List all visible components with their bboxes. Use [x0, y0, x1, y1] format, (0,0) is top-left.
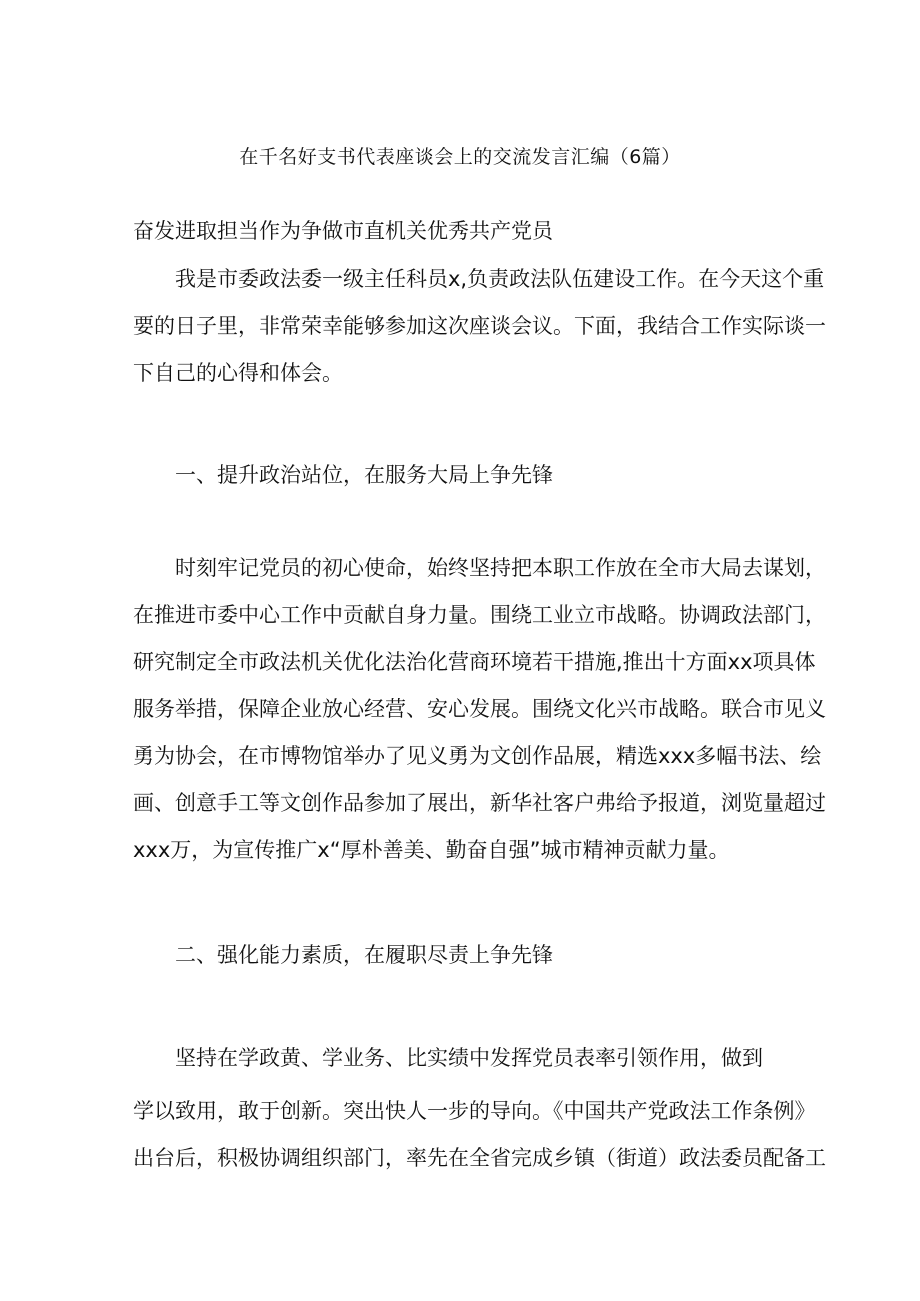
paragraph-line: 坚持在学政黄、学业务、比实绩中发挥党员表率引领作用，做到	[175, 1046, 763, 1070]
paragraph-line: 要的日子里，非常荣幸能够参加这次座谈会议。下面，我结合工作实际谈一	[133, 314, 826, 338]
paragraph-line: 下自己的心得和体会。	[133, 361, 343, 385]
paragraph-line: 勇为协会，在市博物馆举办了见义勇为文创作品展，精选xxx多幅书法、绘	[133, 744, 822, 768]
paragraph-line: 画、创意手工等文创作品参加了展出，新华社客户弗给予报道，浏览量超过	[133, 791, 826, 815]
intro-paragraph	[133, 256, 826, 397]
paragraph-line: 研究制定全市政法机关优化法治化营商环境若干措施,推出十方面xx项具体	[133, 650, 816, 674]
paragraph-line: xxx万，为宣传推广x“厚朴善美、勤奋自强”城市精神贡献力量。	[133, 838, 730, 862]
paragraph-line: 学以致用，敢于创新。突出快人一步的导向。《中国共产党政法工作条例》	[133, 1099, 816, 1123]
paragraph-line: 服务举措，保障企业放心经营、安心发展。围绕文化兴市战略。联合市见义	[133, 697, 826, 721]
paragraph-line: 时刻牢记党员的初心使命，始终坚持把本职工作放在全市大局去谋划，	[175, 556, 826, 580]
article-subtitle: 奋发进取担当作为争做市直机关优秀共产党员	[133, 219, 553, 243]
paragraph-line: 出台后，积极协调组织部门，率先在全省完成乡镇（街道）政法委员配备工	[133, 1146, 826, 1170]
section2-paragraph	[133, 1088, 826, 1182]
section-heading-2: 二、强化能力素质，在履职尽责上争先锋	[175, 943, 553, 967]
section-heading-1: 一、提升政治站位，在服务大局上争先锋	[175, 463, 553, 487]
document-title: 在千名好支书代表座谈会上的交流发言汇编（6篇）	[239, 146, 681, 168]
section1-paragraph	[133, 545, 826, 874]
paragraph-line: 我是市委政法委一级主任科员x,负责政法队伍建设工作。在今天这个重	[175, 267, 825, 291]
paragraph-line: 在推进市委中心工作中贡献自身力量。围绕工业立市战略。协调政法部门，	[133, 603, 826, 627]
